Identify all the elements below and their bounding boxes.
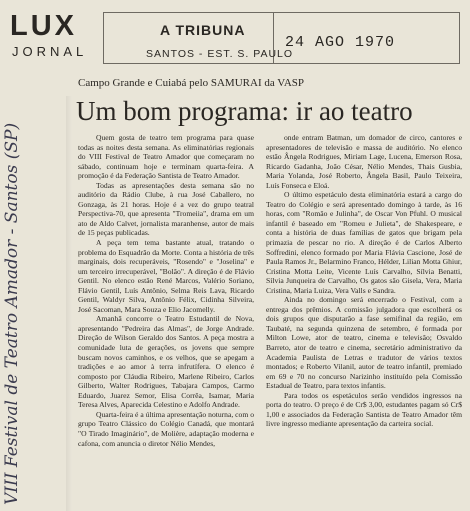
newspaper-name: A TRIBUNA — [160, 22, 246, 38]
article-paragraph: Quem gosta de teatro tem programa para quase todas as noites desta semana. As eliminatórias regionais do VIII Festival de Teatro Amador que começaram no sábado, continuam hoje e terminam quarta-feira. A promoção é da Federação Santista de Teatro Amador. — [78, 133, 254, 181]
clipping-agency-subtitle: JORNAL — [12, 44, 88, 59]
article-paragraph: Todas as apresentações desta semana são no auditório da Rádio Clube, à rua José Caballero, no Gonzaga, às 21 horas. Hoje é a vez do grupo teatral Perspectiva-70, que apresenta "Tromeiia", drama em um ato de Aldo Calvet, jornalista maranhense, autor de mais de 15 peças publicadas. — [78, 180, 254, 238]
clipping-date-stamp: 24 AGO 1970 — [285, 34, 396, 51]
article-headline: Um bom programa: ir ao teatro — [76, 96, 413, 126]
handwritten-annotation: VIII Festival de Teatro Amador - Santos (SP) — [2, 122, 22, 505]
clipping-edge-shadow — [66, 96, 72, 511]
article-paragraph: A peça tem tema bastante atual, tratando o problema do Esquadrão da Morte. Conta a história de três marginais, dois recuperáveis, "Rosendo" e "Joselina" e um terceiro irrecuperável, "Bolão". A direção é de Flávio Gentil. No elenco estão René Marcos, Valério Soriano, Flávio Gentil, Luís Antônio, Selma Reis Lava, Ricardo Gentil, Waldyr Silva, Antônio Félix, Cidinha Silveira, José Sacoman, Mara Souza e Elio Jacomelly. — [78, 238, 254, 314]
article-column-left — [78, 133, 254, 509]
article-paragraph: Quarta-feira é a última apresentação noturna, com o grupo Teatro Clássico do Colégio Canadá, que montará "O Tirado Imaginário", de Molière, adaptação moderna e cafona, com anuncia o diretor Nélio Mendes, — [78, 409, 254, 448]
article-paragraph: Para todos os espetáculos serão vendidos ingressos na porta do teatro. O preço é de Cr$ 3,00, estudantes pagam só Cr$ 1,00 e associados da Federação Santista de Teatro Amador têm livre ingresso mediante apresentação da carteira social. — [266, 390, 462, 429]
article-paragraph: Ainda no domingo será encerrado o Festival, com a entrega dos prêmios. A comissão julgadora que escolherá os dois grupos que disputarão a fase semifinal da região, em Taubaté, na segunda quinzena de setembro, é formada por Milton Lowe, ator de teatro, cinema e televisão; Osvaldo Barreto, ator de teatro e cinema, secretário administrativo da Academia Paulista de Letras e tradutor de vários textos montados; e Roberto Vilanil, autor de teatro infantil, premiado em 69 e 70 no concurso Narizinho instituído pela Comissão Estadual de Teatro, para textos infantis. — [266, 295, 462, 391]
article-paragraph: O último espetáculo desta eliminatória estará a cargo do Teatro do Colégio e será apresentado domingo à tarde, às 16 horas, com "Romão e Julinha", de Oscar Von Pfuhl. O musical infantil é baseado em "Romeu e Julieta", de Shakespeare, e conta a história de duas famílias de gatos que brigam pela primazia de pescar no rio. A direção é de Carlos Alberto Soffredini, elenco formado por Maria Flávia Cascione, José de Paula Ramos Jr., Belarmino Franco, Hélder, Lilian Motta Ghiur, Cristina Motta Leite, Vicente Luís Carvalho, Sílvia Benatti, Sílvia Junqueira de Carvalho, Os gatos são Gisela, Vera, Maria Cristina, Maria Luiza, Vera Valls e Sandra. — [266, 190, 462, 295]
article-paragraph: onde entram Batman, um domador de circo, cantores e apresentadores de televisão e massa de auditório. No elenco estão Ângela Rodrigues, Miriam Lage, Lucena, Emerson Rosa, Ricardo Gadanha, João César, Nélio Mendes, Thais Gusbia, Maria Yolanda, José Roberto, Ângela Basil, Paulo Teixeira, Luís Fonseca e Eloá. — [266, 133, 462, 190]
article-paragraph: Amanhã concorre o Teatro Estudantil de Nova, apresentando "Pedreira das Almas", de Jorge Andrade. Direção de Wilson Geraldo dos Santos. A peça mostra a comunidade luta de gerações, os jovens que sempre buscam novos caminhos, e os velhos, que se apegam a tradições e ao amor à terra infrutífera. O elenco é composto por Cláudia Ribeiro, Marlene Ribeiro, Carlos Gilberto, Walter Rodrigues, Tabajara Campos, Carmo Eduardo, Juarez Semor, Elisa Corrêa, Isamar, Maria Teresa Alves, Aparecida Celestino e Adolfo Andrade. — [78, 314, 254, 410]
article-column-right — [266, 133, 462, 509]
article-kicker: Campo Grande e Cuiabá pelo SAMURAI da VASP — [78, 77, 304, 89]
clipping-agency-logo: LUX — [10, 10, 77, 42]
newspaper-location: SANTOS - EST. S. PAULO — [146, 48, 294, 60]
